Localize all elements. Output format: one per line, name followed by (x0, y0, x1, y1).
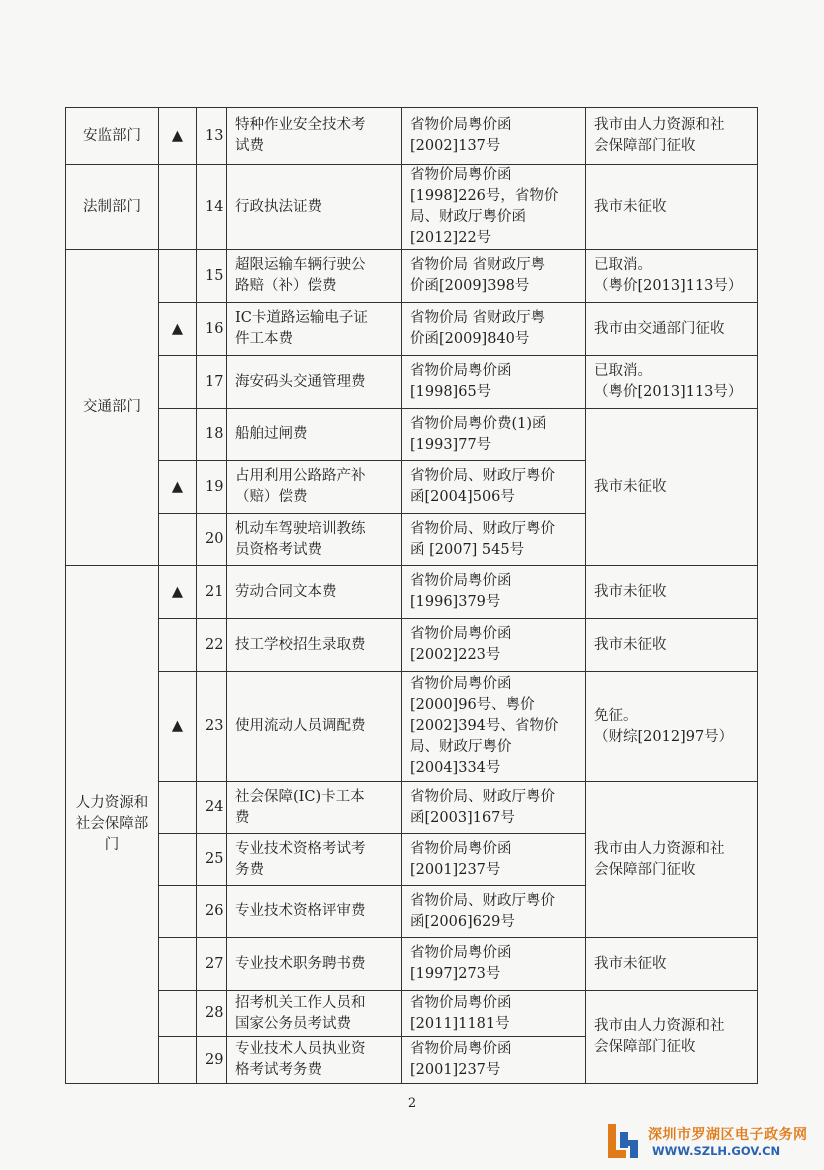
table-row (66, 250, 758, 303)
item-number: 13 (197, 108, 227, 165)
page-number: 2 (407, 1096, 417, 1111)
policy-document: 省物价局粤价函 [1997]273号 (402, 938, 586, 991)
table-row (66, 566, 758, 619)
fee-name: 占用利用公路路产补 （赔）偿费 (227, 461, 402, 514)
policy-document: 省物价局粤价函 [2001]237号 (402, 834, 586, 886)
collection-note: 免征。 （财综[2012]97号） (586, 672, 758, 782)
fee-name: 超限运输车辆行驶公 路赔（补）偿费 (227, 250, 402, 303)
triangle-mark-icon (159, 991, 197, 1037)
policy-document: 省物价局粤价函 [2002]223号 (402, 619, 586, 672)
fee-name: 专业技术职务聘书费 (227, 938, 402, 991)
dept-cell: 人力资源和 社会保障部 门 (66, 566, 159, 1084)
collection-note: 我市未征收 (586, 409, 758, 566)
triangle-mark-icon (159, 250, 197, 303)
policy-document: 省物价局粤价函 [1998]226号，省物价 局、财政厅粤价函 [2012]22号 (402, 165, 586, 250)
table-row (66, 165, 758, 250)
item-number: 17 (197, 356, 227, 409)
triangle-mark-icon: ▲ (159, 566, 197, 619)
item-number: 28 (197, 991, 227, 1037)
collection-note: 我市未征收 (586, 619, 758, 672)
watermark-url[interactable]: WWW.SZLH.GOV.CN (652, 1144, 781, 1158)
fee-name: 船舶过闸费 (227, 409, 402, 461)
lh-logo-icon (604, 1118, 644, 1162)
fee-name: 使用流动人员调配费 (227, 672, 402, 782)
item-number: 20 (197, 514, 227, 566)
triangle-mark-icon (159, 165, 197, 250)
triangle-mark-icon (159, 514, 197, 566)
triangle-mark-icon (159, 356, 197, 409)
triangle-mark-icon (159, 938, 197, 991)
dept-cell: 交通部门 (66, 250, 159, 566)
item-number: 27 (197, 938, 227, 991)
triangle-mark-icon (159, 409, 197, 461)
policy-document: 省物价局粤价函 [1996]379号 (402, 566, 586, 619)
triangle-mark-icon (159, 1037, 197, 1084)
policy-document: 省物价局粤价费(1)函 [1993]77号 (402, 409, 586, 461)
fee-name: 社会保障(IC)卡工本 费 (227, 782, 402, 834)
fee-name: 招考机关工作人员和 国家公务员考试费 (227, 991, 402, 1037)
item-number: 18 (197, 409, 227, 461)
fee-name: 专业技术资格评审费 (227, 886, 402, 938)
policy-document: 省物价局、财政厅粤价 函[2003]167号 (402, 782, 586, 834)
table-row (66, 672, 758, 782)
item-number: 16 (197, 303, 227, 356)
fee-name: 专业技术资格考试考 务费 (227, 834, 402, 886)
triangle-mark-icon: ▲ (159, 303, 197, 356)
triangle-mark-icon (159, 619, 197, 672)
collection-note: 已取消。 （粤价[2013]113号） (586, 356, 758, 409)
item-number: 22 (197, 619, 227, 672)
fee-name: 劳动合同文本费 (227, 566, 402, 619)
policy-document: 省物价局、财政厅粤价 函[2006]629号 (402, 886, 586, 938)
item-number: 15 (197, 250, 227, 303)
dept-cell: 法制部门 (66, 165, 159, 250)
fee-name: 行政执法证费 (227, 165, 402, 250)
table-row (66, 409, 758, 461)
fee-name: 技工学校招生录取费 (227, 619, 402, 672)
table-row (66, 782, 758, 834)
triangle-mark-icon (159, 782, 197, 834)
table-row (66, 356, 758, 409)
policy-document: 省物价局 省财政厅粤 价函[2009]398号 (402, 250, 586, 303)
collection-note: 我市由人力资源和社 会保障部门征收 (586, 991, 758, 1084)
fee-name: 机动车驾驶培训教练 员资格考试费 (227, 514, 402, 566)
item-number: 19 (197, 461, 227, 514)
item-number: 26 (197, 886, 227, 938)
item-number: 29 (197, 1037, 227, 1084)
policy-document: 省物价局粤价函 [2002]137号 (402, 108, 586, 165)
fee-name: 特种作业安全技术考 试费 (227, 108, 402, 165)
collection-note: 我市由人力资源和社 会保障部门征收 (586, 108, 758, 165)
collection-note: 我市未征收 (586, 938, 758, 991)
collection-note: 已取消。 （粤价[2013]113号） (586, 250, 758, 303)
table-row (66, 991, 758, 1037)
watermark-title: 深圳市罗湖区电子政务网 (648, 1127, 808, 1143)
triangle-mark-icon: ▲ (159, 108, 197, 165)
table-row (66, 108, 758, 165)
triangle-mark-icon: ▲ (159, 461, 197, 514)
table-row (66, 938, 758, 991)
dept-cell: 安监部门 (66, 108, 159, 165)
fee-name: 专业技术人员执业资 格考试考务费 (227, 1037, 402, 1084)
policy-document: 省物价局粤价函 [1998]65号 (402, 356, 586, 409)
item-number: 25 (197, 834, 227, 886)
triangle-mark-icon (159, 886, 197, 938)
fee-name: 海安码头交通管理费 (227, 356, 402, 409)
collection-note: 我市未征收 (586, 566, 758, 619)
fee-name: IC卡道路运输电子证 件工本费 (227, 303, 402, 356)
item-number: 24 (197, 782, 227, 834)
table-row (66, 303, 758, 356)
triangle-mark-icon (159, 834, 197, 886)
collection-note: 我市未征收 (586, 165, 758, 250)
fee-table (65, 107, 758, 1084)
collection-note: 我市由交通部门征收 (586, 303, 758, 356)
item-number: 23 (197, 672, 227, 782)
policy-document: 省物价局粤价函 [2011]1181号 (402, 991, 586, 1037)
triangle-mark-icon: ▲ (159, 672, 197, 782)
site-watermark[interactable] (604, 1116, 814, 1166)
policy-document: 省物价局 省财政厅粤 价函[2009]840号 (402, 303, 586, 356)
collection-note: 我市由人力资源和社 会保障部门征收 (586, 782, 758, 938)
policy-document: 省物价局粤价函 [2001]237号 (402, 1037, 586, 1084)
item-number: 14 (197, 165, 227, 250)
policy-document: 省物价局、财政厅粤价 函[2004]506号 (402, 461, 586, 514)
policy-document: 省物价局、财政厅粤价 函 [2007] 545号 (402, 514, 586, 566)
policy-document: 省物价局粤价函 [2000]96号、粤价 [2002]394号、省物价 局、财政厅粤价 [2004]334号 (402, 672, 586, 782)
table-row (66, 619, 758, 672)
item-number: 21 (197, 566, 227, 619)
